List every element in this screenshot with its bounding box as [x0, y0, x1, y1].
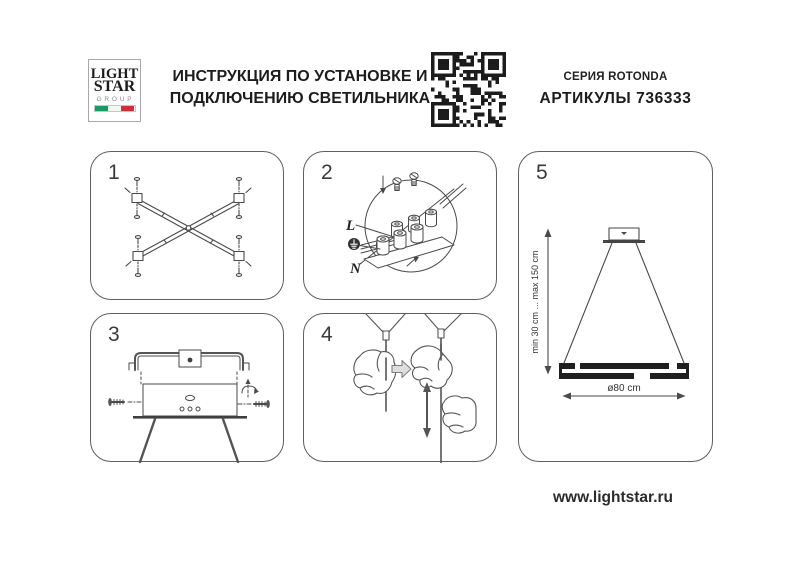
height-range-label: min 30 cm ... max 150 cm	[530, 250, 540, 354]
step-1-panel	[90, 151, 284, 300]
flag-white	[108, 106, 121, 111]
step-3-panel	[90, 313, 284, 462]
cross-frame-diagram	[91, 152, 285, 301]
wiring-connection-diagram	[304, 152, 498, 301]
corner-connector-tr	[234, 178, 251, 219]
live-pointer	[356, 225, 394, 237]
ceiling-canopy	[603, 228, 645, 243]
step-4-number: 4	[321, 323, 333, 346]
hand-left	[354, 350, 396, 395]
flag-red	[121, 106, 134, 111]
terminal-screws	[380, 173, 418, 194]
terminal-block	[364, 209, 454, 268]
canopy-box	[143, 384, 237, 416]
hand-right-top	[411, 344, 452, 388]
suspension-cables	[140, 419, 238, 462]
step-1-number: 1	[108, 161, 120, 184]
logo-light-text: LIGHT	[90, 66, 139, 82]
corner-connector-br	[234, 236, 251, 277]
step-4-panel	[303, 313, 497, 462]
italian-flag	[95, 106, 135, 111]
title-line-2: ПОДКЛЮЧЕНИЮ СВЕТИЛЬНИКА	[169, 89, 431, 107]
fixing-screw-left	[108, 398, 142, 406]
fixing-screw-right	[238, 379, 270, 409]
neutral-label: N	[350, 261, 361, 277]
series-label: СЕРИЯ ROTONDA	[563, 71, 668, 83]
step-5-panel	[518, 151, 713, 462]
ground-icon	[348, 238, 360, 250]
hand-right-bottom	[442, 396, 476, 433]
suspension-cables	[564, 243, 684, 363]
mounting-bracket	[129, 350, 249, 370]
corner-connector-tl	[125, 178, 142, 219]
ring-edge	[133, 416, 247, 419]
rotate-arrow-icon	[242, 379, 259, 398]
step-3-number: 3	[108, 323, 120, 346]
pendant-dimensions-diagram	[519, 152, 714, 463]
step-2-panel	[303, 151, 497, 300]
logo-star-text: STAR	[93, 78, 136, 95]
corner-connector-bl	[126, 236, 143, 277]
flag-green	[95, 106, 108, 111]
step-2-number: 2	[321, 161, 333, 184]
title-line-1: ИНСТРУКЦИЯ ПО УСТАНОВКЕ И	[172, 68, 428, 85]
canopy-mounting-diagram	[91, 314, 285, 463]
series-block	[528, 71, 703, 108]
diameter-label: ø80 cm	[607, 383, 641, 394]
ring-side-view	[559, 363, 689, 379]
cord-adjustment-diagram	[304, 314, 498, 463]
step-5-number: 5	[536, 161, 548, 184]
qr-code	[431, 52, 506, 127]
live-label: L	[346, 218, 356, 234]
cord-right	[425, 314, 461, 463]
page-title	[145, 66, 455, 109]
website-url: www.lightstar.ru	[553, 489, 673, 506]
height-dimension	[545, 229, 552, 375]
articles-label: АРТИКУЛЫ 736333	[539, 90, 692, 107]
up-down-arrow-icon	[423, 382, 431, 438]
supply-cable	[440, 184, 466, 208]
logo-group-text: GROUP	[96, 96, 135, 103]
lightstar-logo	[88, 59, 141, 122]
